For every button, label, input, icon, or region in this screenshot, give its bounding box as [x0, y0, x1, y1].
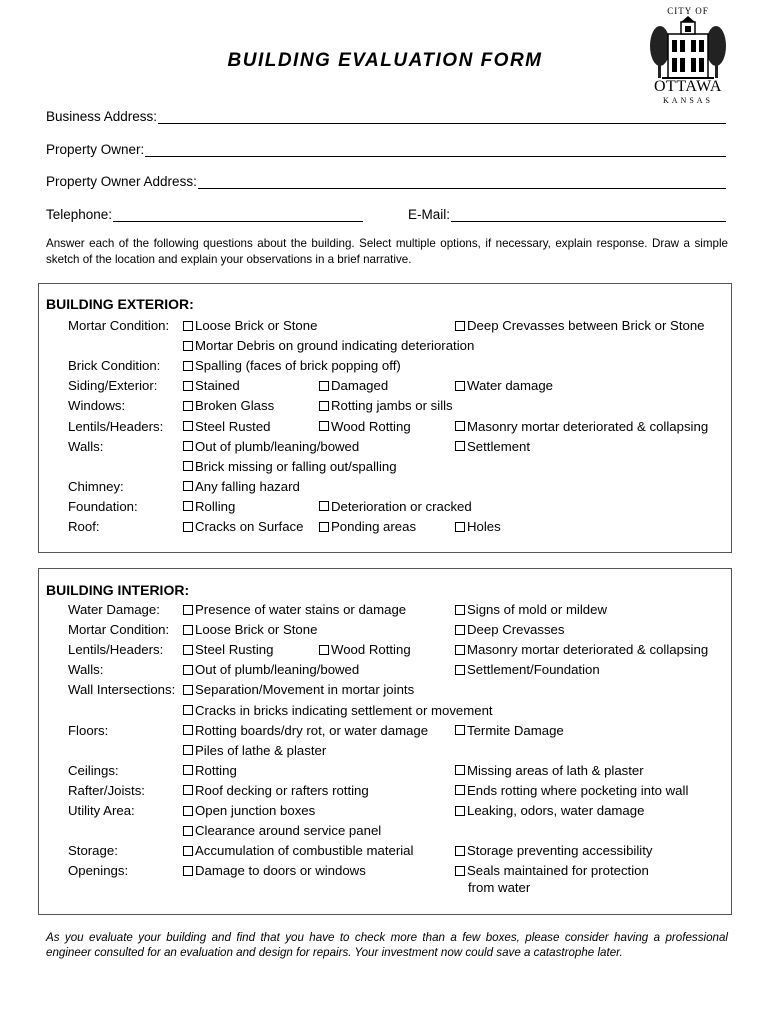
interior-option-leaking-odors-water-damage[interactable]: [455, 803, 644, 818]
exterior-option-rotting-jambs-or-sills[interactable]: [319, 398, 453, 413]
interior-option-presence-of-water-stains-or-damage[interactable]: [183, 602, 406, 617]
option-label: Steel Rusting: [195, 642, 274, 658]
option-label: Holes: [467, 519, 501, 534]
exterior-label-walls: Walls:: [68, 438, 104, 454]
interior-label-walls: Walls:: [68, 662, 104, 678]
interior-label-floors: Floors:: [68, 722, 109, 738]
checkbox[interactable]: [319, 401, 329, 411]
option-label: Cracks on Surface: [195, 519, 304, 534]
option-label: Wood Rotting: [331, 418, 411, 434]
exterior-option-ponding-areas[interactable]: [319, 519, 416, 534]
interior-option-rotting-boards-dry-rot-or-water-damage[interactable]: [183, 723, 428, 738]
exterior-option-broken-glass[interactable]: [183, 398, 274, 413]
interior-option-seals-maintained-for-protection[interactable]: [455, 863, 649, 878]
interior-option-signs-of-mold-or-mildew[interactable]: [455, 602, 607, 617]
exterior-option-spalling-faces-of-brick-popping-off[interactable]: [183, 358, 401, 373]
checkbox[interactable]: [183, 765, 193, 775]
exterior-label-roof: Roof:: [68, 519, 100, 534]
property-owner-label: Property Owner:: [46, 142, 145, 157]
exterior-label-lentils-headers: Lentils/Headers:: [68, 418, 164, 434]
interior-heading: BUILDING INTERIOR:: [46, 582, 190, 598]
openings-continuation: from water: [468, 880, 531, 895]
interior-option-open-junction-boxes[interactable]: [183, 803, 315, 818]
option-label: Stained: [195, 378, 240, 394]
interior-option-wood-rotting[interactable]: [319, 642, 411, 657]
logo-city-of: CITY OF: [667, 6, 709, 16]
option-label: Piles of lathe & plaster: [195, 742, 327, 758]
business-address-line[interactable]: [158, 110, 726, 124]
exterior-label-mortar-condition: Mortar Condition:: [68, 318, 170, 333]
option-label: Spalling (faces of brick popping off): [195, 358, 401, 374]
option-label: Leaking, odors, water damage: [467, 803, 645, 818]
exterior-option-wood-rotting[interactable]: [319, 419, 411, 434]
checkbox[interactable]: [183, 625, 193, 635]
option-label: Separation/Movement in mortar joints: [195, 682, 415, 698]
checkbox[interactable]: [455, 665, 465, 675]
checkbox[interactable]: [183, 501, 193, 511]
exterior-option-water-damage[interactable]: [455, 378, 553, 393]
option-label: Deterioration or cracked: [331, 498, 472, 514]
checkbox[interactable]: [319, 421, 329, 431]
checkbox[interactable]: [183, 605, 193, 615]
exterior-heading: BUILDING EXTERIOR:: [46, 296, 194, 312]
property-owner-address-field[interactable]: [46, 174, 726, 189]
property-owner-field[interactable]: [46, 142, 726, 157]
option-label: Wood Rotting: [331, 642, 411, 658]
checkbox[interactable]: [455, 846, 465, 856]
interior-label-ceilings: Ceilings:: [68, 762, 119, 778]
option-label: Any falling hazard: [195, 478, 300, 494]
interior-label-wall-intersections: Wall Intersections:: [68, 682, 176, 698]
interior-option-loose-brick-or-stone[interactable]: [183, 622, 317, 637]
checkbox[interactable]: [183, 441, 193, 451]
telephone-line[interactable]: [113, 208, 363, 222]
option-label: Brick missing or falling out/spalling: [195, 458, 397, 474]
logo-city-name: OTTAWA: [654, 78, 722, 95]
exterior-option-deep-crevasses-between-brick-or-stone[interactable]: [455, 318, 705, 333]
option-label: Mortar Debris on ground indicating deterioration: [195, 338, 475, 354]
telephone-field[interactable]: [46, 207, 363, 222]
checkbox[interactable]: [183, 846, 193, 856]
option-label: Damaged: [331, 378, 389, 394]
checkbox[interactable]: [183, 665, 193, 675]
checkbox[interactable]: [183, 361, 193, 371]
option-label: Settlement: [467, 438, 531, 454]
option-label: Presence of water stains or damage: [195, 602, 407, 617]
exterior-option-holes[interactable]: [455, 519, 501, 534]
email-line[interactable]: [451, 208, 726, 222]
interior-label-lentils-headers: Lentils/Headers:: [68, 642, 164, 658]
checkbox[interactable]: [183, 341, 193, 351]
interior-option-roof-decking-or-rafters-rotting[interactable]: [183, 783, 369, 798]
exterior-option-damaged[interactable]: [319, 378, 388, 393]
business-address-label: Business Address:: [46, 109, 158, 124]
option-label: Steel Rusted: [195, 418, 271, 434]
checkbox[interactable]: [183, 685, 193, 695]
checkbox[interactable]: [455, 625, 465, 635]
exterior-option-steel-rusted[interactable]: [183, 419, 271, 434]
option-label: Cracks in bricks indicating settlement or movement: [195, 702, 493, 718]
interior-option-termite-damage[interactable]: [455, 723, 564, 738]
logo-state: KANSAS: [662, 96, 713, 105]
checkbox[interactable]: [183, 745, 193, 755]
interior-option-ends-rotting-where-pocketing-into-wall[interactable]: [455, 783, 688, 798]
checkbox[interactable]: [183, 806, 193, 816]
option-label: Deep Crevasses between Brick or Stone: [467, 318, 705, 333]
interior-option-out-of-plumb-leaning-bowed[interactable]: [183, 662, 359, 677]
option-label: Settlement/Foundation: [467, 662, 600, 678]
checkbox[interactable]: [319, 501, 329, 511]
checkbox[interactable]: [455, 605, 465, 615]
option-label: Deep Crevasses: [467, 622, 565, 638]
interior-option-masonry-mortar-deteriorated-collapsing[interactable]: [455, 642, 708, 657]
checkbox[interactable]: [455, 321, 465, 331]
checkbox[interactable]: [455, 522, 465, 532]
interior-option-piles-of-lathe-plaster[interactable]: [183, 743, 326, 758]
telephone-label: Telephone:: [46, 207, 113, 222]
interior-label-openings: Openings:: [68, 863, 129, 879]
option-label: Out of plumb/leaning/bowed: [195, 662, 360, 678]
exterior-option-stained[interactable]: [183, 378, 240, 393]
interior-label-storage: Storage:: [68, 843, 118, 859]
exterior-option-any-falling-hazard[interactable]: [183, 479, 300, 494]
option-label: Seals maintained for protection: [467, 863, 649, 879]
exterior-option-loose-brick-or-stone[interactable]: [183, 318, 317, 333]
property-owner-line[interactable]: [145, 143, 726, 157]
checkbox[interactable]: [319, 645, 329, 655]
option-label: Loose Brick or Stone: [195, 318, 318, 333]
city-logo: [646, 6, 730, 106]
exterior-option-masonry-mortar-deteriorated-collapsing[interactable]: [455, 419, 708, 434]
checkbox[interactable]: [455, 765, 465, 775]
checkbox[interactable]: [183, 421, 193, 431]
exterior-label-foundation: Foundation:: [68, 498, 138, 514]
interior-option-accumulation-of-combustible-material[interactable]: [183, 843, 413, 858]
option-label: Broken Glass: [195, 398, 275, 414]
property-owner-address-label: Property Owner Address:: [46, 174, 197, 189]
checkbox[interactable]: [455, 866, 465, 876]
checkbox[interactable]: [455, 785, 465, 795]
option-label: Water damage: [467, 378, 554, 394]
checkbox[interactable]: [319, 522, 329, 532]
option-label: Clearance around service panel: [195, 823, 382, 839]
exterior-label-siding-exterior: Siding/Exterior:: [68, 378, 158, 394]
interior-option-steel-rusting[interactable]: [183, 642, 273, 657]
checkbox[interactable]: [183, 705, 193, 715]
interior-option-storage-preventing-accessibility[interactable]: [455, 843, 652, 858]
exterior-label-windows: Windows:: [68, 398, 126, 414]
option-label: Open junction boxes: [195, 803, 316, 818]
checkbox[interactable]: [183, 321, 193, 331]
checkbox[interactable]: [455, 441, 465, 451]
checkbox[interactable]: [183, 866, 193, 876]
exterior-label-chimney: Chimney:: [68, 478, 124, 494]
email-field[interactable]: [408, 207, 726, 222]
exterior-option-rolling[interactable]: [183, 499, 235, 514]
exterior-option-out-of-plumb-leaning-bowed[interactable]: [183, 439, 359, 454]
interior-option-separation-movement-in-mortar-joints[interactable]: [183, 682, 414, 697]
option-label: Masonry mortar deteriorated & collapsing: [467, 418, 709, 434]
checkbox[interactable]: [183, 522, 193, 532]
building-icon: [650, 16, 726, 80]
checkbox[interactable]: [455, 645, 465, 655]
option-label: Roof decking or rafters rotting: [195, 782, 369, 798]
exterior-option-settlement[interactable]: [455, 439, 530, 454]
exterior-option-deterioration-or-cracked[interactable]: [319, 499, 472, 514]
checkbox[interactable]: [455, 421, 465, 431]
option-label: Signs of mold or mildew: [467, 602, 607, 617]
business-address-field[interactable]: [46, 109, 726, 124]
interior-option-settlement-foundation[interactable]: [455, 662, 600, 677]
checkbox[interactable]: [455, 806, 465, 816]
interior-label-mortar-condition: Mortar Condition:: [68, 622, 170, 638]
option-label: Ponding areas: [331, 519, 417, 534]
option-label: Rotting boards/dry rot, or water damage: [195, 722, 429, 738]
checkbox[interactable]: [319, 381, 329, 391]
interior-option-cracks-in-bricks-indicating-settlement-or-movement[interactable]: [183, 703, 493, 718]
checkbox[interactable]: [183, 785, 193, 795]
option-label: Missing areas of lath & plaster: [467, 762, 644, 778]
checkbox[interactable]: [183, 381, 193, 391]
checkbox[interactable]: [183, 481, 193, 491]
checkbox[interactable]: [455, 381, 465, 391]
checkbox[interactable]: [455, 725, 465, 735]
email-label: E-Mail:: [408, 207, 451, 222]
option-label: Out of plumb/leaning/bowed: [195, 438, 360, 454]
interior-option-rotting[interactable]: [183, 763, 237, 778]
option-label: Rolling: [195, 498, 236, 514]
option-label: Ends rotting where pocketing into wall: [467, 782, 689, 798]
option-label: Loose Brick or Stone: [195, 622, 318, 638]
interior-label-rafter-joists: Rafter/Joists:: [68, 782, 145, 798]
exterior-option-brick-missing-or-falling-out-spalling[interactable]: [183, 459, 397, 474]
exterior-option-mortar-debris-on-ground-indicating-deterioration[interactable]: [183, 338, 474, 353]
option-label: Masonry mortar deteriorated & collapsing: [467, 642, 709, 658]
checkbox[interactable]: [183, 725, 193, 735]
interior-label-water-damage: Water Damage:: [68, 602, 160, 617]
instructions: Answer each of the following questions about the building. Select multiple options, if necessary, explain response. Draw a simple sketch of the location and explain your observations in a brief narrative.: [46, 237, 728, 266]
option-label: Rotting jambs or sills: [331, 398, 453, 414]
interior-option-damage-to-doors-or-windows[interactable]: [183, 863, 366, 878]
form-title: BUILDING EVALUATION FORM: [227, 50, 543, 71]
interior-label-utility-area: Utility Area:: [68, 803, 135, 818]
option-label: Rotting: [195, 762, 237, 778]
option-label: Damage to doors or windows: [195, 863, 366, 879]
option-label: Accumulation of combustible material: [195, 843, 414, 859]
property-owner-address-line[interactable]: [198, 175, 726, 189]
option-label: Termite Damage: [467, 722, 564, 738]
interior-option-clearance-around-service-panel[interactable]: [183, 823, 381, 838]
checkbox[interactable]: [183, 401, 193, 411]
exterior-option-cracks-on-surface[interactable]: [183, 519, 303, 534]
option-label: Storage preventing accessibility: [467, 843, 653, 859]
checkbox[interactable]: [183, 826, 193, 836]
checkbox[interactable]: [183, 461, 193, 471]
interior-option-deep-crevasses[interactable]: [455, 622, 564, 637]
checkbox[interactable]: [183, 645, 193, 655]
exterior-label-brick-condition: Brick Condition:: [68, 358, 161, 374]
footer-note: As you evaluate your building and find that you have to check more than a few boxes, please consider having a professional engineer consulted for an evaluation and design for repairs. Your investment now could save a catastrophe later.: [46, 931, 728, 959]
interior-option-missing-areas-of-lath-plaster[interactable]: [455, 763, 644, 778]
